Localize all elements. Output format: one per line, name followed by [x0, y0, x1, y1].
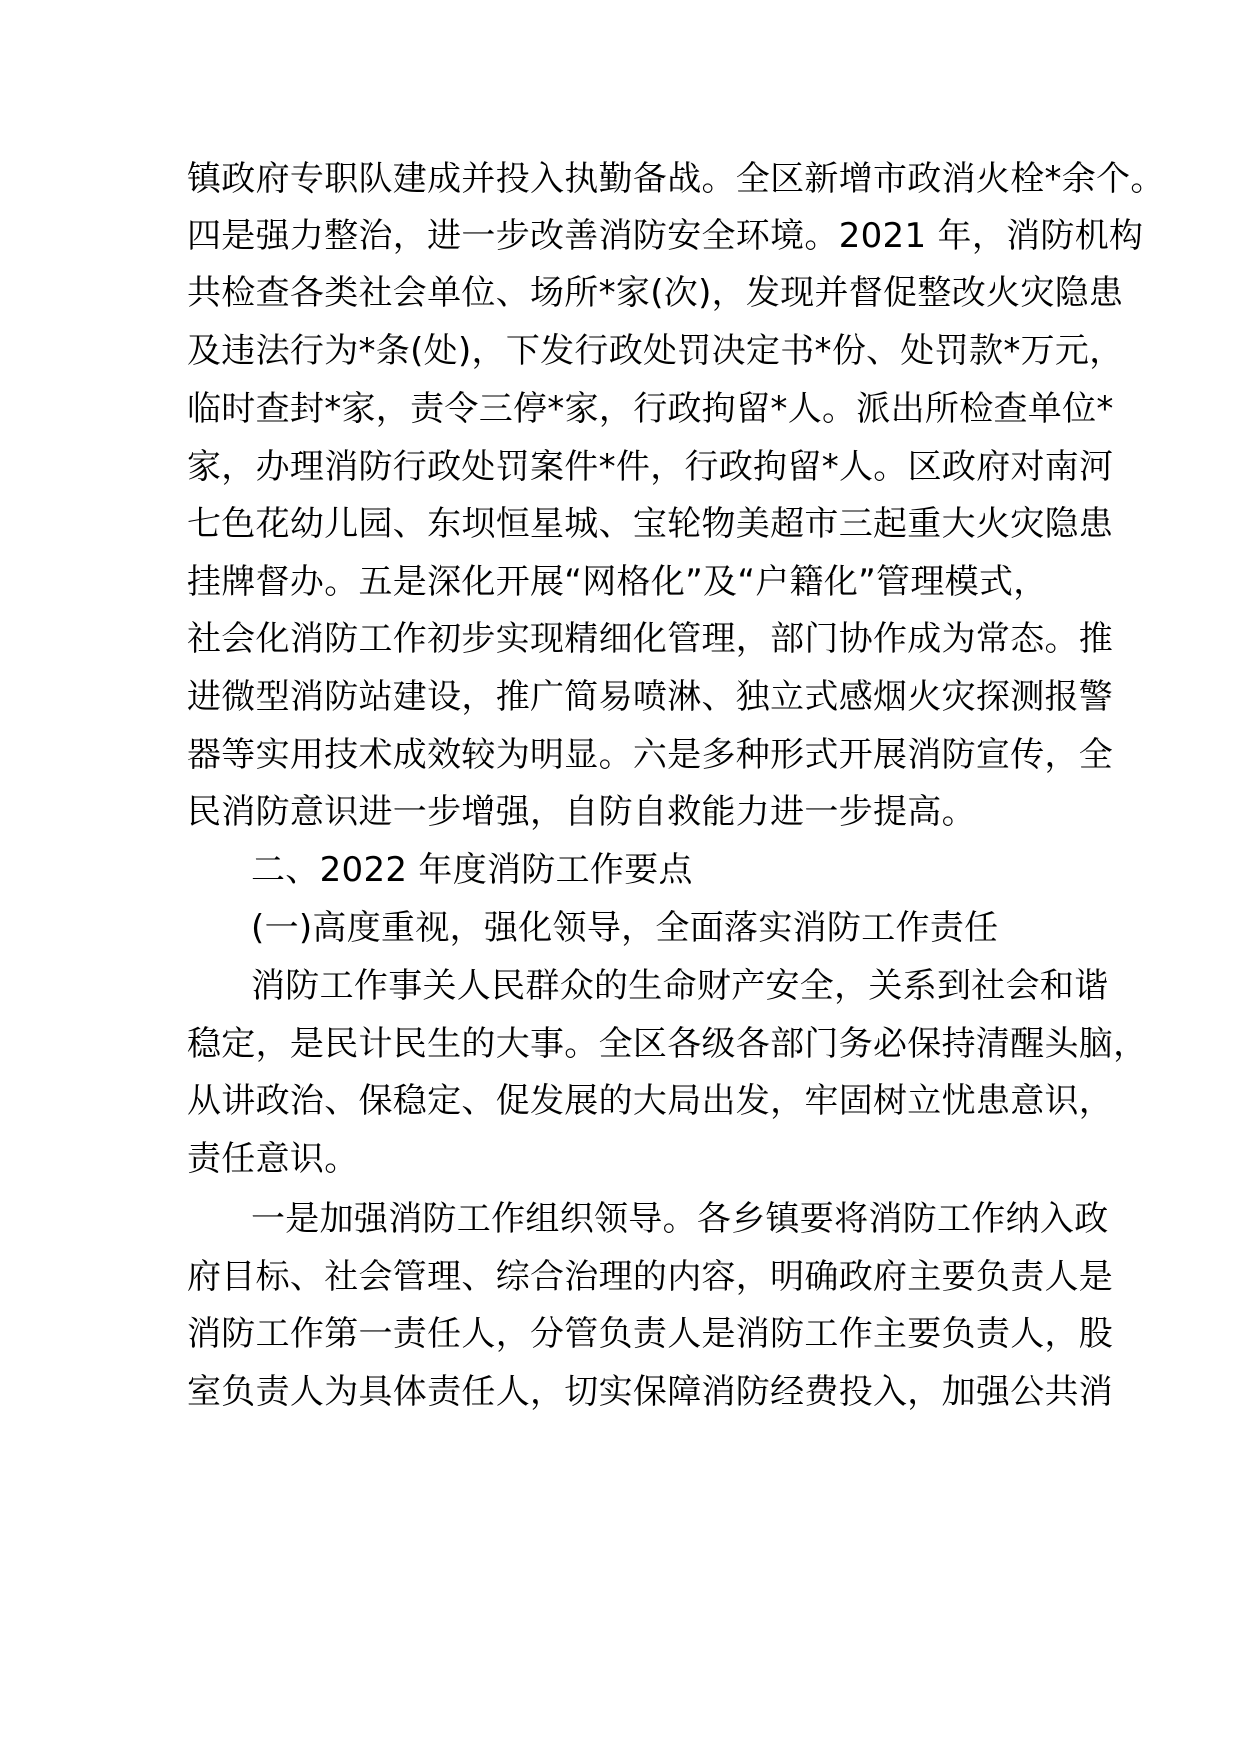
- text-line: 一是加强消防工作组织领导。各乡镇要将消防工作纳入政: [251, 1199, 1109, 1239]
- text-line: 从讲政治、保稳定、促发展的大局出发，牢固树立忧患意识，: [187, 1081, 1114, 1121]
- text-line: 器等实用技术成效较为明显。六是多种形式开展消防宣传，全: [187, 735, 1114, 775]
- section-heading: 二、2022 年度消防工作要点: [251, 850, 693, 890]
- text-line: 共检查各类社会单位、场所*家(次)，发现并督促整改火灾隐患: [187, 273, 1124, 313]
- text-line: 挂牌督办。五是深化开展“网格化”及“户籍化”管理模式，: [187, 562, 1048, 602]
- text-line: 七色花幼儿园、东坝恒星城、宝轮物美超市三起重大火灾隐患: [187, 504, 1114, 544]
- text-line: 室负责人为具体责任人，切实保障消防经费投入，加强公共消: [187, 1372, 1114, 1412]
- text-line: 稳定，是民计民生的大事。全区各级各部门务必保持清醒头脑，: [187, 1024, 1148, 1064]
- text-line: 社会化消防工作初步实现精细化管理，部门协作成为常态。推: [187, 619, 1114, 659]
- text-line: 临时查封*家，责令三停*家，行政拘留*人。派出所检查单位*: [187, 389, 1114, 429]
- text-line: 府目标、社会管理、综合治理的内容，明确政府主要负责人是: [187, 1257, 1114, 1297]
- subsection-heading: (一)高度重视，强化领导，全面落实消防工作责任: [251, 908, 999, 948]
- text-line: 及违法行为*条(处)，下发行政处罚决定书*份、处罚款*万元，: [187, 331, 1124, 371]
- text-line: 镇政府专职队建成并投入执勤备战。全区新增市政消火栓*余个。: [187, 159, 1165, 199]
- text-line: 消防工作第一责任人，分管负责人是消防工作主要负责人，股: [187, 1314, 1114, 1354]
- text-line: 进微型消防站建设，推广简易喷淋、独立式感烟火灾探测报警: [187, 677, 1114, 717]
- text-line: 消防工作事关人民群众的生命财产安全，关系到社会和谐: [251, 966, 1109, 1006]
- text-line: 民消防意识进一步增强，自防自救能力进一步提高。: [187, 792, 976, 832]
- text-line: 四是强力整治，进一步改善消防安全环境。2021 年，消防机构: [187, 216, 1144, 256]
- text-line: 责任意识。: [187, 1139, 359, 1179]
- text-line: 家，办理消防行政处罚案件*件，行政拘留*人。区政府对南河: [187, 447, 1114, 487]
